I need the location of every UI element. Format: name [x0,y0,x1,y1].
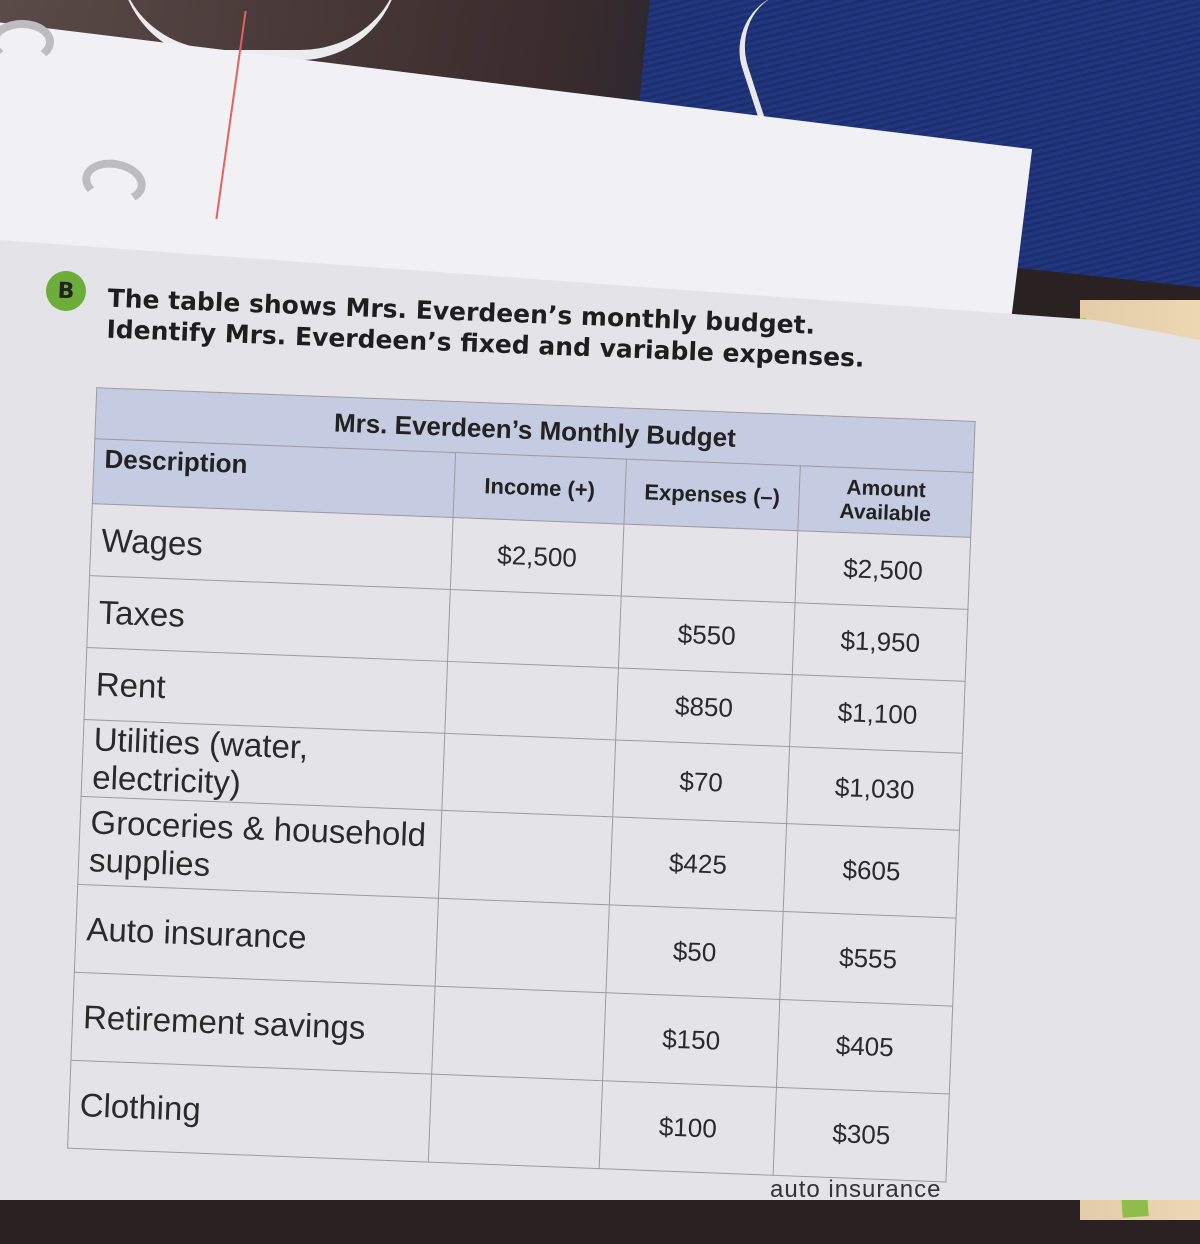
row-expenses: $100 [599,1081,777,1176]
row-available: $1,030 [787,747,962,831]
problem-prompt: The table shows Mrs. Everdeen’s monthly budget. Identify Mrs. Everdeen’s fixed and variable expenses. [105,283,866,373]
row-income [445,661,618,739]
row-available: $2,500 [795,531,970,610]
header-available: Amount Available [798,466,973,538]
row-expenses: $70 [612,740,789,824]
row-expenses: $850 [615,668,792,747]
row-description: Retirement savings [71,972,435,1074]
row-expenses [621,524,798,603]
row-description: Rent [84,648,448,734]
row-description: Auto insurance [74,884,438,986]
row-income [439,810,613,904]
row-description: Groceries & household supplies [78,796,442,898]
row-income [429,1074,603,1168]
row-income [448,589,621,667]
row-available: $1,950 [793,603,968,682]
row-expenses: $50 [606,905,784,1000]
row-expenses: $425 [609,817,787,912]
row-income [432,986,606,1080]
row-available: $605 [784,824,960,919]
row-description: Wages [90,504,454,590]
header-expenses: Expenses (–) [624,459,801,531]
header-income: Income (+) [453,453,626,524]
row-available: $405 [777,999,953,1094]
cut-off-text: auto insurance [770,1176,942,1203]
row-description: Utilities (water, electricity) [81,720,445,811]
budget-table [67,387,976,1182]
row-income [442,733,615,816]
row-income: $2,500 [451,518,624,596]
problem-badge: B [45,270,87,312]
header-description: Description [92,439,455,518]
row-available: $1,100 [790,675,965,754]
row-available: $555 [780,912,956,1007]
row-expenses: $550 [618,596,795,675]
row-income [435,898,609,992]
row-available: $305 [773,1087,949,1182]
table-title: Mrs. Everdeen’s Monthly Budget [95,388,975,473]
row-description: Clothing [68,1060,432,1162]
row-description: Taxes [87,576,451,662]
row-expenses: $150 [602,993,780,1088]
